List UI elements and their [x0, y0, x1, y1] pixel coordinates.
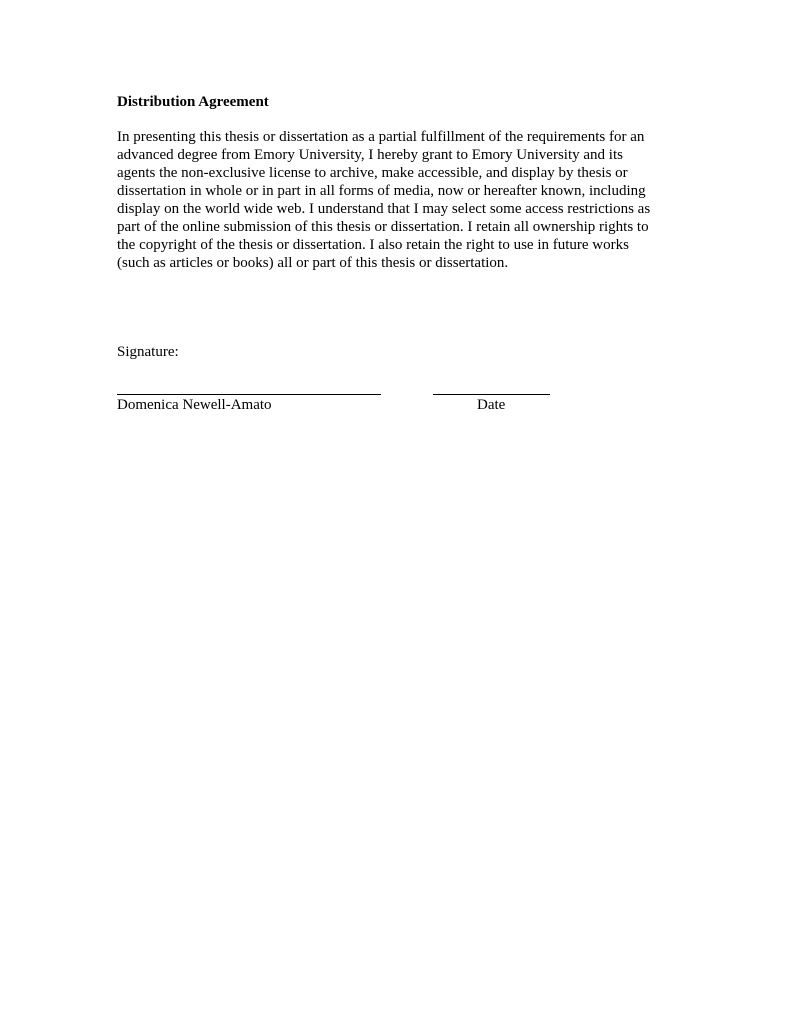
agreement-paragraph: [117, 128, 697, 272]
paragraph-line: display on the world wide web. I understand that I may select some access restrictions as: [117, 201, 651, 217]
signature-label: Signature:: [117, 344, 179, 360]
paragraph-line: the copyright of the thesis or dissertation. I also retain the right to use in future works: [117, 237, 629, 253]
paragraph-line: agents the non-exclusive license to archive, make accessible, and display by thesis or: [117, 165, 628, 181]
paragraph-line: dissertation in whole or in part in all forms of media, now or hereafter known, including: [117, 183, 646, 199]
paragraph-line: (such as articles or books) all or part of this thesis or dissertation.: [117, 255, 509, 271]
paragraph-line: In presenting this thesis or dissertation as a partial fulfillment of the requirements for an: [117, 129, 645, 145]
date-label: Date: [477, 397, 506, 413]
paragraph-line: part of the online submission of this thesis or dissertation. I retain all ownership rights to: [117, 219, 649, 235]
signature-line: [117, 394, 381, 395]
date-line: [433, 394, 550, 395]
signer-name: Domenica Newell-Amato: [117, 397, 272, 413]
paragraph-line: advanced degree from Emory University, I hereby grant to Emory University and its: [117, 147, 623, 163]
document-title: Distribution Agreement: [117, 94, 269, 110]
